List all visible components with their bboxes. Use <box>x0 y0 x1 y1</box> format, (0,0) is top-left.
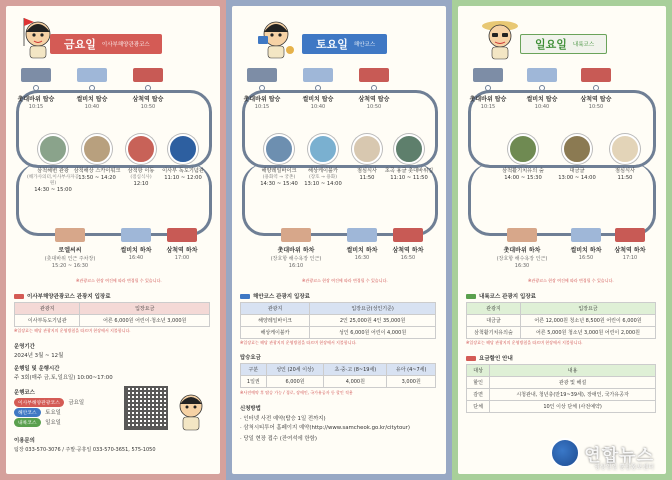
route-note: ※관광코스 현장 여건에 따라 변경될 수 있습니다. <box>76 278 162 283</box>
attraction-time: 14:30 ~ 15:00 <box>34 186 72 193</box>
stop-boarding <box>232 68 292 110</box>
attraction-name: 점심식사 <box>356 168 378 174</box>
course-item <box>14 398 84 407</box>
watermark-text: 연합뉴스 <box>584 445 654 466</box>
stop-name: 삼척역 하차 <box>614 247 646 254</box>
attraction-sub: (점심식사) <box>130 174 152 180</box>
table-cell: 어른 6,000원 어린이·청소년 3,000원 <box>80 315 210 327</box>
course-label: 이사부해양관광코스 <box>101 42 150 48</box>
table-header: 초·중·고 (8~19세) <box>324 364 387 376</box>
discount-title: 요금할인 안내 <box>479 356 513 362</box>
stop-name: 로엘씨씨 <box>58 247 82 254</box>
qr-code[interactable] <box>124 386 168 430</box>
course-pill: 내륙코스 <box>14 418 41 427</box>
table-row <box>241 327 436 339</box>
table-row <box>15 315 210 327</box>
day-label: 일요일 <box>535 38 567 51</box>
attraction-label <box>382 168 436 182</box>
attraction-photo <box>126 134 156 164</box>
course-day: 일요일 <box>45 420 61 426</box>
attraction-time: 14:30 ~ 15:40 <box>260 180 298 187</box>
discount-table <box>466 364 656 413</box>
stop-boarding <box>344 68 404 110</box>
table-cell: 1일권 <box>241 376 267 388</box>
stop-sub: (촛대바위 인근 주차장) <box>44 256 96 262</box>
stop-time: 10:50 <box>140 104 156 110</box>
table-header-row <box>15 303 210 315</box>
stop-name: 썰비치 하차 <box>346 247 378 254</box>
schedule-value: 주 3회(매주 금,토,일요일) 10:00~17:00 <box>14 375 113 381</box>
stop-time: 16:50 <box>400 255 416 261</box>
stop-time: 10:50 <box>366 104 382 110</box>
attraction-name: 이사부 독도기념관 <box>162 168 204 174</box>
attraction-time: 11:50 <box>359 174 375 181</box>
table-cell: 어른 5,000원 청소년 3,000원 어린이 2,000원 <box>520 327 655 339</box>
attraction-sub: (용화역 → 궁촌) <box>262 174 296 180</box>
attraction-photo <box>82 134 112 164</box>
building-icon <box>77 68 107 82</box>
stop-sub: (장호항 해수욕장 인근) <box>270 256 322 262</box>
train-icon <box>359 68 389 82</box>
table-header: 성인 (20세 이상) <box>266 364 324 376</box>
table-cell: 단체 <box>467 401 490 413</box>
table-header-row <box>467 365 656 377</box>
table-row <box>467 377 656 389</box>
stop-time: 10:40 <box>534 104 550 110</box>
stop-sub: (장호항 해수욕장 인근) <box>496 256 548 262</box>
building-icon <box>281 228 311 242</box>
stop-dot <box>145 85 151 91</box>
attraction-time: 11:10 ~ 12:00 <box>164 174 202 181</box>
attraction-time: 13:50 ~ 14:20 <box>78 174 116 181</box>
stop-name: 삼척역 하차 <box>166 247 198 254</box>
train-icon <box>581 68 611 82</box>
attraction-time: 11:50 <box>617 174 633 181</box>
day-label: 토요일 <box>316 38 348 51</box>
table-cell: 할인 <box>467 377 490 389</box>
table-row <box>467 327 656 339</box>
building-icon <box>473 68 503 82</box>
table-cell: 3,000원 <box>387 376 436 388</box>
attraction-label <box>550 168 604 182</box>
day-ribbon <box>520 34 607 54</box>
inquiry-title: 이용문의 <box>14 438 35 444</box>
stop-boarding <box>566 68 626 110</box>
attraction-name: 삼척해상 스카이워크 <box>73 168 121 174</box>
stop-time: 16:50 <box>578 255 594 261</box>
news-logo-icon <box>550 438 580 468</box>
fee-note: ※입장료는 해당 관광지의 운영방침을 따르며 현장에서 지불합니다. <box>466 340 583 345</box>
stop-time: 16:40 <box>128 255 144 261</box>
stop-name: 썰비치 하차 <box>120 247 152 254</box>
stop-name: 삼척역 탑승 <box>580 96 612 103</box>
route-note: ※관광코스 현장 여건에 따라 변경될 수 있습니다. <box>302 278 388 283</box>
attraction-name: 점심식사 <box>614 168 636 174</box>
stop-dot <box>89 85 95 91</box>
stop-name: 촛대바위 탑승 <box>469 96 507 103</box>
fee-note: ※입장료는 해당 관광지의 운영방침을 따르며 현장에서 지불합니다. <box>240 340 357 345</box>
stop-dot <box>259 85 265 91</box>
bus-icon <box>240 294 250 299</box>
train-icon <box>167 228 197 242</box>
building-icon <box>527 68 557 82</box>
table-cell: 삼척활기치유의숲 <box>467 327 521 339</box>
building-icon <box>21 68 51 82</box>
stop-alighting <box>378 228 438 261</box>
fee-title: 해안코스 관광지 입장료 <box>253 294 310 300</box>
attraction-time: 13:10 ~ 14:00 <box>304 180 342 187</box>
attraction-time: 12:10 <box>133 180 149 187</box>
table-row <box>467 401 656 413</box>
fare-note: ※사전예약 후 탑승 가능 / 경로, 장애인, 국가유공자 등 할인 적용 <box>240 390 353 395</box>
course-item <box>14 418 61 427</box>
building-icon <box>571 228 601 242</box>
period-value: 2024년 3월 ~ 12월 <box>14 353 64 359</box>
fee-section-title <box>466 292 536 300</box>
fee-table <box>240 302 436 339</box>
attraction-photo <box>264 134 294 164</box>
day-ribbon <box>302 34 387 54</box>
stop-time: 10:15 <box>254 104 270 110</box>
fee-title: 이사부해양관광코스 관광지 입장료 <box>27 294 111 300</box>
attraction-time: 14:00 ~ 15:30 <box>504 174 542 181</box>
table-header: 관광지 <box>467 303 521 315</box>
table-row <box>241 376 436 388</box>
course-day: 금요일 <box>68 400 85 406</box>
stop-alighting <box>266 228 326 269</box>
stop-name: 삼척역 탑승 <box>358 96 390 103</box>
attraction-photo <box>38 134 68 164</box>
stop-alighting <box>40 228 100 269</box>
fee-section-title <box>14 292 111 300</box>
stop-time: 17:00 <box>174 255 190 261</box>
bus-icon <box>466 294 476 299</box>
course-pill: 해안코스 <box>14 408 41 417</box>
stop-time: 10:50 <box>588 104 604 110</box>
attraction-photo <box>394 134 424 164</box>
attraction-name: 대금굴 <box>569 168 585 174</box>
bus-icon <box>14 294 24 299</box>
table-row <box>241 315 436 327</box>
stop-boarding <box>6 68 66 110</box>
saturday-panel <box>226 0 452 480</box>
stop-name: 삼척역 하차 <box>392 247 424 254</box>
table-header-row <box>241 364 436 376</box>
attraction-name: 해상케이블카 <box>307 168 339 174</box>
fee-title: 내륙코스 관광지 입장료 <box>479 294 536 300</box>
course-title: 운행코스 <box>14 390 35 396</box>
day-ribbon <box>50 34 162 54</box>
fee-table <box>466 302 656 339</box>
building-icon <box>55 228 85 242</box>
stop-name: 삼척역 탑승 <box>132 96 164 103</box>
friday-inner <box>6 6 220 474</box>
table-header: 관광지 <box>241 303 310 315</box>
attraction-name: 삼척활기치유의 숲 <box>502 168 544 174</box>
apply-line[interactable]: · 삼척시티투어 홈페이지 예약(http://www.samcheok.go.kr/citytour) <box>240 425 411 431</box>
table-row <box>467 389 656 401</box>
mascot-icon <box>174 392 208 432</box>
table-header: 내용 <box>490 365 656 377</box>
stop-name: 썰비치 탑승 <box>76 96 108 103</box>
fee-note: ※입장료는 해당 관광지의 운영방침을 따르며 현장에서 지불합니다. <box>14 328 131 333</box>
sunday-panel <box>452 0 672 480</box>
stop-time: 16:30 <box>514 263 530 269</box>
table-header: 입장요금 <box>520 303 655 315</box>
building-icon <box>507 228 537 242</box>
stop-name: 썰비치 탑승 <box>526 96 558 103</box>
table-cell: 시청관내, 청년층(만19~39세), 장애인, 국가유공자 <box>490 389 656 401</box>
course-day: 토요일 <box>45 410 61 416</box>
table-cell: 성인 6,000원 어린이 4,000원 <box>310 327 436 339</box>
attraction-label <box>156 168 210 182</box>
fee-section-title <box>240 292 310 300</box>
stop-name: 썰비치 탑승 <box>302 96 334 103</box>
watermark-sub: 영상일일 통합홍보센터 <box>594 464 654 471</box>
route-note: ※관광코스 현장 여건에 따라 변경될 수 있습니다. <box>528 278 614 283</box>
building-icon <box>303 68 333 82</box>
discount-section-title <box>466 354 513 362</box>
sunday-inner <box>458 6 666 474</box>
table-cell: 관광 및 해설 <box>490 377 656 389</box>
stop-alighting <box>152 228 212 261</box>
saturday-inner <box>232 6 446 474</box>
attraction-photo <box>352 134 382 164</box>
fee-table <box>14 302 210 327</box>
stop-time: 10:40 <box>310 104 326 110</box>
stop-time: 15:20 ~ 16:30 <box>51 263 89 269</box>
table-cell: 해상케이블카 <box>241 327 310 339</box>
stop-dot <box>315 85 321 91</box>
stop-name: 촛대바위 탑승 <box>17 96 55 103</box>
table-cell: 대금굴 <box>467 315 521 327</box>
train-icon <box>133 68 163 82</box>
stop-alighting <box>600 228 660 261</box>
stop-name: 썰비치 하차 <box>570 247 602 254</box>
table-row <box>467 315 656 327</box>
apply-title: 신청방법 <box>240 406 261 412</box>
table-cell: 10인 이상 단체 (사전예약) <box>490 401 656 413</box>
building-icon <box>121 228 151 242</box>
fare-table <box>240 363 436 388</box>
attraction-time: 11:10 ~ 11:50 <box>390 174 428 181</box>
table-header-row <box>241 303 436 315</box>
course-item <box>14 408 61 417</box>
course-label: 해안코스 <box>353 42 376 48</box>
train-icon <box>615 228 645 242</box>
table-header: 유아 (4~7세) <box>387 364 436 376</box>
attraction-photo <box>508 134 538 164</box>
table-header: 입장요금 <box>80 303 210 315</box>
friday-panel <box>0 0 226 480</box>
stop-boarding <box>62 68 122 110</box>
bus-icon <box>466 356 476 361</box>
attraction-label <box>598 168 652 182</box>
stop-dot <box>33 85 39 91</box>
attraction-name: 초곡 용굴 촛대바위길 <box>384 168 434 174</box>
attraction-label <box>496 168 550 182</box>
attraction-name: 삼척해변 관광 <box>37 168 69 174</box>
train-icon <box>393 228 423 242</box>
table-cell: 해양레일바이크 <box>241 315 310 327</box>
mascot-icon <box>256 16 296 62</box>
stop-time: 10:40 <box>84 104 100 110</box>
stop-alighting <box>492 228 552 269</box>
inquiry-value: 팀장 033-570-3076 / 주말·공휴일 033-570-3651, 575-1050 <box>14 447 156 453</box>
attraction-sub: (해가사의터,이사부사자공원) <box>26 174 80 186</box>
attraction-photo <box>562 134 592 164</box>
stop-time: 10:15 <box>480 104 496 110</box>
attraction-name: 삼척항 이동 <box>127 168 155 174</box>
stop-dot <box>539 85 545 91</box>
watermark <box>550 438 654 471</box>
table-cell: 4,000원 <box>324 376 387 388</box>
mascot-icon <box>480 16 520 62</box>
attraction-photo <box>308 134 338 164</box>
stop-boarding <box>512 68 572 110</box>
apply-line: · 당일 현장 접수 (잔여석에 한함) <box>240 436 317 442</box>
stop-dot <box>593 85 599 91</box>
apply-line: · 인터넷 사전 예약(탑승 1일 전까지) <box>240 416 326 422</box>
table-header-row <box>467 303 656 315</box>
table-cell: 6,000원 <box>266 376 324 388</box>
schedule-title: 운행일 및 운행시간 <box>14 366 60 372</box>
day-label: 금요일 <box>64 38 96 51</box>
table-header: 구분 <box>241 364 267 376</box>
table-header: 관광지 <box>15 303 80 315</box>
stop-time: 16:30 <box>354 255 370 261</box>
attraction-sub: (장호 → 용화) <box>308 174 338 180</box>
stop-name: 촛대바위 하차 <box>503 247 541 254</box>
building-icon <box>347 228 377 242</box>
stop-dot <box>485 85 491 91</box>
stop-boarding <box>288 68 348 110</box>
attraction-photo <box>168 134 198 164</box>
attraction-photo <box>610 134 640 164</box>
attraction-time: 13:00 ~ 14:00 <box>558 174 596 181</box>
stop-boarding <box>458 68 518 110</box>
course-pill: 이사부해양관광코스 <box>14 398 64 407</box>
stop-time: 17:10 <box>622 255 638 261</box>
building-icon <box>247 68 277 82</box>
stop-name: 촛대바위 탑승 <box>243 96 281 103</box>
attraction-name: 해양레일바이크 <box>261 168 297 174</box>
fare-title: 탑승요금 <box>240 355 261 361</box>
stop-boarding <box>118 68 178 110</box>
table-cell: 2인 25,000원 4인 35,000원 <box>310 315 436 327</box>
table-cell: 어른 12,000원 청소년 8,500원 어린이 6,000원 <box>520 315 655 327</box>
table-header: 대상 <box>467 365 490 377</box>
table-cell: 이사부독도기념관 <box>15 315 80 327</box>
course-label: 내륙코스 <box>572 42 595 48</box>
stop-name: 촛대바위 하차 <box>277 247 315 254</box>
period-title: 운영기간 <box>14 344 35 350</box>
table-cell: 감면 <box>467 389 490 401</box>
table-header: 입장요금(성인기준) <box>310 303 436 315</box>
stop-time: 16:10 <box>288 263 304 269</box>
stop-dot <box>371 85 377 91</box>
stop-time: 10:15 <box>28 104 44 110</box>
